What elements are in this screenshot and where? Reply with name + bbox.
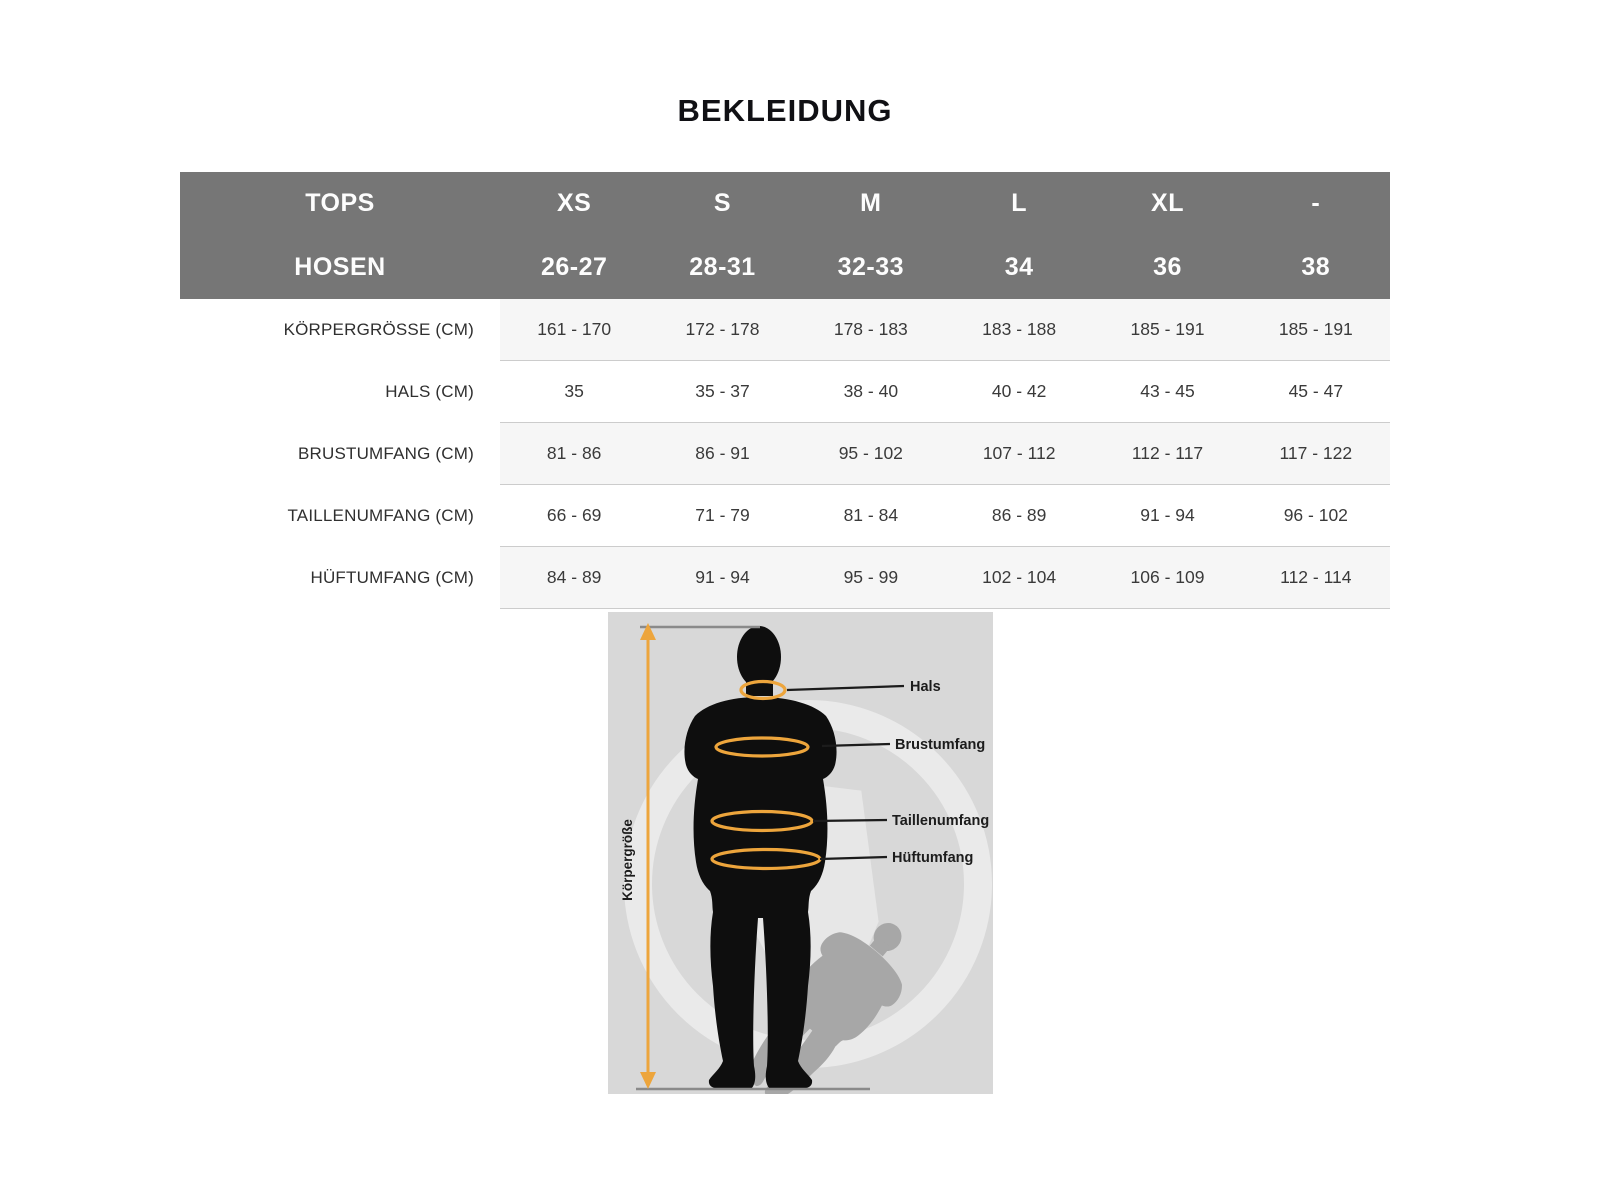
size-header-cell: XL	[1151, 189, 1184, 218]
waist-pointer-line	[813, 820, 887, 821]
table-cell: 66 - 69	[500, 485, 648, 547]
table-cell: 38 - 40	[797, 361, 945, 423]
table-cell: 91 - 94	[648, 547, 796, 609]
size-header-cell: 32-33	[837, 252, 905, 281]
size-header-cell: S	[713, 189, 732, 218]
table-cell: 45 - 47	[1242, 361, 1390, 423]
table-cell: 86 - 91	[648, 423, 796, 485]
size-header-cell: 38	[1301, 252, 1331, 281]
table-cell: 43 - 45	[1093, 361, 1241, 423]
size-table-body	[180, 299, 1390, 609]
table-cell: 106 - 109	[1093, 547, 1241, 609]
row-label: TAILLENUMFANG (CM)	[287, 506, 474, 525]
size-header-cell: M	[860, 189, 882, 218]
size-header-cell: 34	[1004, 252, 1034, 281]
page-title: BEKLEIDUNG	[677, 93, 893, 128]
table-cell: 161 - 170	[500, 299, 648, 361]
table-cell: 86 - 89	[945, 485, 1093, 547]
hip-label: Hüftumfang	[892, 850, 974, 866]
header-label-tops: TOPS	[305, 189, 375, 218]
table-cell: 96 - 102	[1242, 485, 1390, 547]
table-cell: 81 - 86	[500, 423, 648, 485]
row-label: KÖRPERGRÖSSE (CM)	[283, 320, 474, 339]
table-cell: 183 - 188	[945, 299, 1093, 361]
size-header-cell: 28-31	[689, 252, 756, 281]
table-cell: 112 - 117	[1093, 423, 1241, 485]
table-cell: 40 - 42	[945, 361, 1093, 423]
table-cell: 95 - 99	[797, 547, 945, 609]
table-row-brustumfang	[180, 423, 1390, 485]
table-cell: 84 - 89	[500, 547, 648, 609]
table-cell: 91 - 94	[1093, 485, 1241, 547]
neck-label: Hals	[910, 679, 941, 695]
table-cell: 178 - 183	[797, 299, 945, 361]
table-row-taillenumfang	[180, 485, 1390, 547]
row-label: BRUSTUMFANG (CM)	[297, 444, 474, 463]
table-cell: 102 - 104	[945, 547, 1093, 609]
table-row-hals	[180, 361, 1390, 423]
table-cell: 35	[500, 361, 648, 423]
table-cell: 185 - 191	[1242, 299, 1390, 361]
measurement-diagram	[608, 612, 993, 1094]
size-table-header	[180, 172, 1390, 299]
table-cell: 107 - 112	[945, 423, 1093, 485]
size-header-cell: 36	[1153, 252, 1182, 281]
table-cell: 117 - 122	[1242, 423, 1390, 485]
chest-label: Brustumfang	[895, 737, 986, 753]
size-header-cell: XS	[556, 189, 592, 218]
height-label: Körpergröße	[620, 819, 635, 901]
table-row-koerpergroesse	[180, 299, 1390, 361]
table-cell: 71 - 79	[648, 485, 796, 547]
size-table	[180, 172, 1390, 609]
table-row-hueftumfang	[180, 547, 1390, 609]
table-cell: 81 - 84	[797, 485, 945, 547]
row-label: HALS (CM)	[385, 382, 474, 401]
table-cell: 35 - 37	[648, 361, 796, 423]
waist-label: Taillenumfang	[892, 813, 990, 829]
size-header-cell: -	[1311, 189, 1321, 218]
table-cell: 172 - 178	[648, 299, 796, 361]
header-label-hosen: HOSEN	[294, 252, 386, 281]
table-cell: 185 - 191	[1093, 299, 1241, 361]
size-header-cell: 26-27	[540, 252, 608, 281]
table-cell: 112 - 114	[1242, 547, 1390, 609]
size-header-cell: L	[1011, 189, 1028, 218]
row-label: HÜFTUMFANG (CM)	[310, 568, 474, 587]
table-cell: 95 - 102	[797, 423, 945, 485]
header-row-hosen	[180, 236, 1390, 300]
header-row-tops	[180, 172, 1390, 236]
